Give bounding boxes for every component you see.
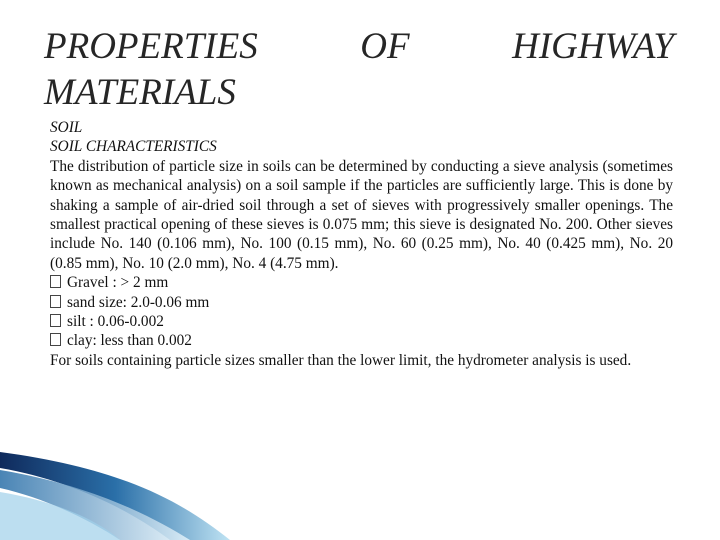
slide-title (44, 24, 674, 116)
bullet-list (50, 273, 673, 351)
title-line-1 (44, 24, 674, 70)
paragraph-sieve-analysis: The distribution of particle size in soils can be determined by conducting a sieve analysis (sometimes known as mechanical analysis) on a soil sample if the particles are sufficiently large. This is done by shaking a sample of air-dried soil through a set of sieves with progressively smaller openings. The smallest practical opening of these sieves is 0.075 mm; this sieve is designated No. 200. Other sieves include No. 140 (0.106 mm), No. 100 (0.15 mm), No. 60 (0.25 mm), No. 40 (0.425 mm), No. 20 (0.85 mm), No. 10 (2.0 mm), No. 4 (4.75 mm). (50, 157, 673, 272)
bullet-item (50, 273, 673, 292)
bullet-text: sand size: 2.0-0.06 mm (67, 293, 210, 311)
bullet-item (50, 331, 673, 350)
bullet-item (50, 312, 673, 331)
bullet-box-icon (50, 333, 61, 346)
decorative-swoosh (0, 440, 720, 540)
bullet-text: silt : 0.06-0.002 (67, 313, 164, 331)
slide-body (50, 118, 673, 370)
bullet-box-icon (50, 295, 61, 308)
title-word-properties: PROPERTIES (44, 26, 258, 67)
bullet-box-icon (50, 275, 61, 288)
title-word-highway: HIGHWAY (512, 26, 674, 67)
title-line-2: MATERIALS (44, 72, 236, 113)
bullet-text: clay: less than 0.002 (67, 332, 192, 350)
bullet-item (50, 293, 673, 312)
heading-soil: SOIL (50, 119, 83, 136)
bullet-box-icon (50, 314, 61, 327)
title-word-of: OF (360, 26, 410, 67)
heading-soil-characteristics: SOIL CHARACTERISTICS (50, 138, 217, 156)
paragraph-hydrometer: For soils containing particle sizes smaller than the lower limit, the hydrometer analysis is used. (50, 351, 632, 369)
bullet-text: Gravel : > 2 mm (67, 274, 169, 292)
